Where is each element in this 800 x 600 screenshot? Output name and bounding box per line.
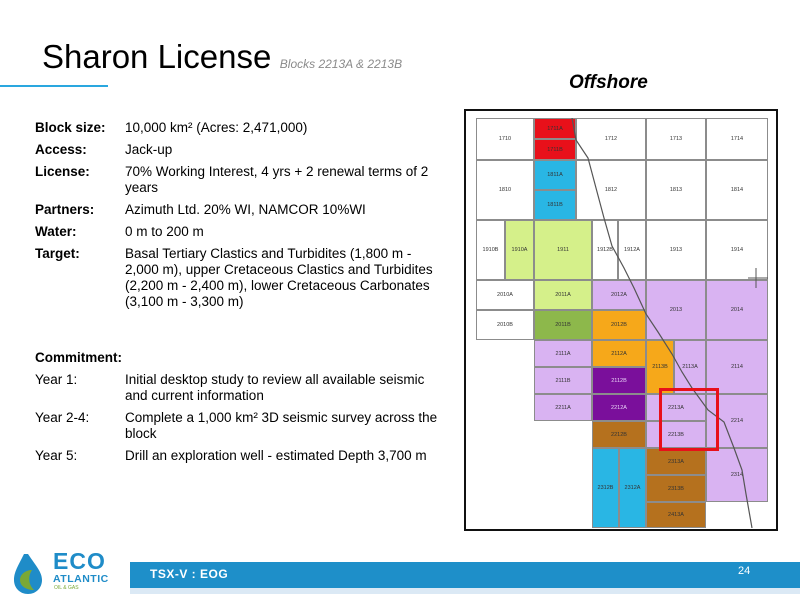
map-block-2014: 2014 xyxy=(706,280,768,340)
map-block-2114: 2114 xyxy=(706,340,768,394)
map-block-1812: 1812 xyxy=(576,160,646,220)
map-block-2111b: 2111B xyxy=(534,367,592,394)
commitment-label: Year 2-4: xyxy=(35,410,90,425)
map-block-1912a: 1912A xyxy=(618,220,646,280)
detail-label: Block size: xyxy=(35,120,106,135)
detail-row-partners xyxy=(35,202,455,218)
logo-text-eco: ECO xyxy=(53,548,106,574)
map-block-1910a: 1910A xyxy=(505,220,534,280)
map-block-2211a: 2211A xyxy=(534,394,592,421)
commitment-label: Year 5: xyxy=(35,448,78,463)
detail-row-license xyxy=(35,164,455,196)
map-block-1713: 1713 xyxy=(646,118,706,160)
map-block-2212a: 2212A xyxy=(592,394,646,421)
detail-row-water xyxy=(35,224,455,240)
logo-text-atlantic: ATLANTIC xyxy=(53,573,109,585)
map-block-1813: 1813 xyxy=(646,160,706,220)
map-block-2413a: 2413A xyxy=(646,502,706,528)
logo-text-oil-gas: OIL & GAS xyxy=(54,585,79,591)
ticker-symbol: TSX-V : EOG xyxy=(150,567,229,581)
commitment-heading: Commitment: xyxy=(35,350,122,365)
map-block-1810: 1810 xyxy=(476,160,534,220)
commitment-value: Drill an exploration well - estimated Depth 3,700 m xyxy=(125,448,427,463)
map-block-1714: 1714 xyxy=(706,118,768,160)
commitment-value: Initial desktop study to review all available seismic and current information xyxy=(125,372,425,403)
map-heading: Offshore xyxy=(569,72,648,93)
commitment-row-year-2-4 xyxy=(35,410,455,442)
map-block-1912b: 1912B xyxy=(592,220,618,280)
map-block-2112a: 2112A xyxy=(592,340,646,367)
page-number: 24 xyxy=(738,565,751,577)
map-block-2313b: 2313B xyxy=(646,475,706,502)
detail-value: Basal Tertiary Clastics and Turbidites (1,800 m - 2,000 m), upper Cretaceous Clastics and Turbidites (2,200 m - 2,400 m), lower Cretaceous Carbonates (3,100 m - 3,300 m) xyxy=(125,246,433,309)
coastline-line xyxy=(476,118,768,528)
commitment-row-year-1 xyxy=(35,372,455,404)
map-block-2011b: 2011B xyxy=(534,310,592,340)
detail-value: 0 m to 200 m xyxy=(125,224,204,239)
detail-value: 70% Working Interest, 4 yrs + 2 renewal terms of 2 years xyxy=(125,164,429,195)
map-block-2213a: 2213A xyxy=(646,394,706,421)
detail-label: Target: xyxy=(35,246,80,261)
water-drop-icon xyxy=(10,550,50,596)
map-block-2012a: 2012A xyxy=(592,280,646,310)
map-block-1711b: 1711B xyxy=(534,139,576,160)
detail-row-block-size xyxy=(35,120,455,136)
block-map xyxy=(464,109,778,531)
map-block-2313a: 2313A xyxy=(646,448,706,475)
footer-strip xyxy=(130,588,800,594)
map-block-2111a: 2111A xyxy=(534,340,592,367)
slide-title-group xyxy=(42,38,402,76)
map-block-2113b: 2113B xyxy=(646,340,674,394)
map-block-2312a: 2312A xyxy=(619,448,646,528)
map-block-2012b: 2012B xyxy=(592,310,646,340)
slide-title: Sharon License xyxy=(42,38,272,75)
commitment-label: Year 1: xyxy=(35,372,78,387)
map-block-2010b: 2010B xyxy=(476,310,534,340)
map-block-1911: 1911 xyxy=(534,220,592,280)
eco-atlantic-logo xyxy=(10,548,125,598)
detail-label: Partners: xyxy=(35,202,95,217)
map-block-2213b: 2213B xyxy=(646,421,706,448)
map-block-1913: 1913 xyxy=(646,220,706,280)
detail-value: Jack-up xyxy=(125,142,173,157)
commitment-row-year-5 xyxy=(35,448,455,464)
footer-bar xyxy=(130,562,800,588)
map-block-2312b: 2312B xyxy=(592,448,619,528)
detail-row-access xyxy=(35,142,455,158)
map-block-2013: 2013 xyxy=(646,280,706,340)
detail-label: Water: xyxy=(35,224,77,239)
map-block-2011a: 2011A xyxy=(534,280,592,310)
detail-label: Access: xyxy=(35,142,87,157)
map-block-1811b: 1811B xyxy=(534,190,576,220)
title-underline xyxy=(0,85,108,87)
block-map-grid xyxy=(476,118,768,528)
map-block-1910b: 1910B xyxy=(476,220,505,280)
detail-value: 10,000 km² (Acres: 2,471,000) xyxy=(125,120,308,135)
map-block-1914: 1914 xyxy=(706,220,768,280)
slide-subtitle: Blocks 2213A & 2213B xyxy=(279,57,403,71)
map-block-1712: 1712 xyxy=(576,118,646,160)
map-block-2010a: 2010A xyxy=(476,280,534,310)
map-block-1811a: 1811A xyxy=(534,160,576,190)
commitment-value: Complete a 1,000 km² 3D seismic survey across the block xyxy=(125,410,438,441)
detail-row-target xyxy=(35,246,455,310)
map-block-1711a: 1711A xyxy=(534,118,576,139)
map-block-1814: 1814 xyxy=(706,160,768,220)
map-block-2314: 2314 xyxy=(706,448,768,502)
map-block-2214: 2214 xyxy=(706,394,768,448)
license-details xyxy=(35,120,455,470)
map-block-2112b: 2112B xyxy=(592,367,646,394)
detail-value: Azimuth Ltd. 20% WI, NAMCOR 10%WI xyxy=(125,202,366,217)
map-block-2212b: 2212B xyxy=(592,421,646,448)
selected-license-outline xyxy=(659,388,719,451)
detail-label: License: xyxy=(35,164,90,179)
map-block-1710: 1710 xyxy=(476,118,534,160)
map-block-2113a: 2113A xyxy=(674,340,706,394)
